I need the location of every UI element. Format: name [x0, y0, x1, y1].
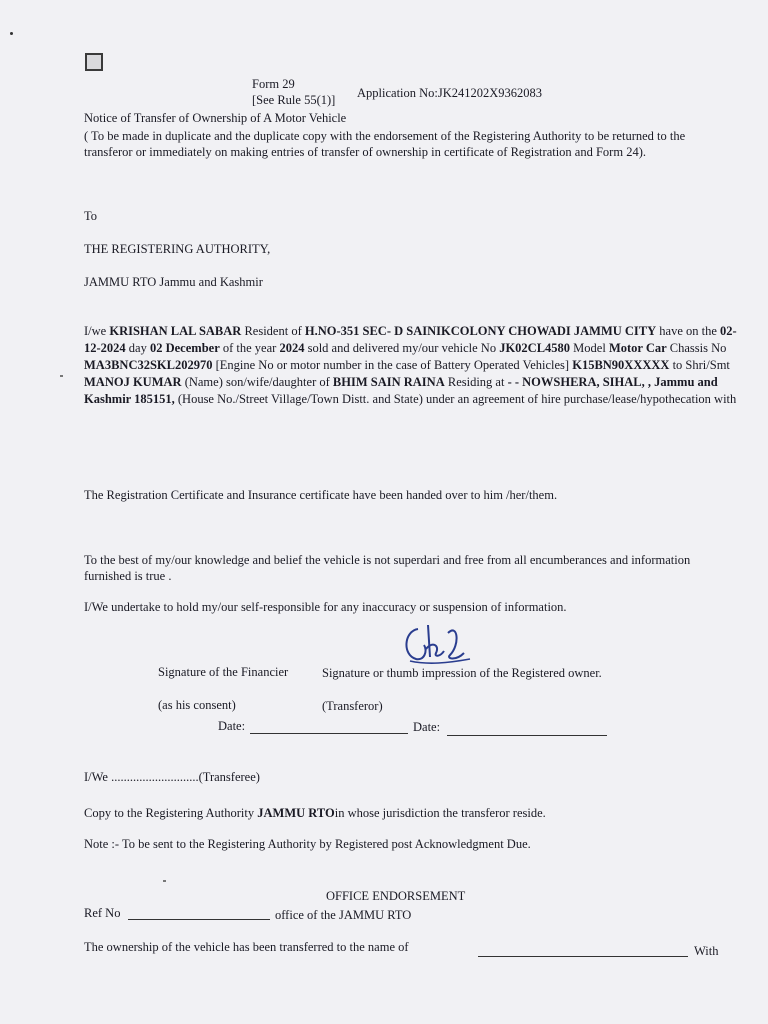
scan-speck: [10, 32, 13, 35]
sale-day: 02 December: [149, 341, 220, 355]
ref-no-line[interactable]: [128, 919, 270, 920]
owner-name: KRISHAN LAL SABAR: [109, 324, 242, 338]
sale-date: 02-12-2024: [84, 324, 737, 355]
transferor-date-line[interactable]: [447, 735, 607, 736]
financier-date-label: Date:: [218, 719, 246, 733]
owner-signature-label: Signature or thumb impression of the Registered owner.: [322, 666, 602, 680]
transferor-date-label: Date:: [413, 720, 441, 734]
engine-number: K15BN90XXXXX: [572, 358, 670, 372]
note-statement: Note :- To be sent to the Registering Authority by Registered post Acknowledgment Due.: [84, 837, 531, 851]
text-segment: Copy to the Registering Authority: [84, 806, 255, 820]
rc-handover-statement: The Registration Certificate and Insurance certificate have been handed over to him /her/them.: [84, 488, 558, 502]
buyer-parent: BHIM SAIN RAINA: [332, 375, 445, 389]
buyer-name: MANOJ KUMAR: [84, 375, 182, 389]
owner-address: H.NO-351 SEC- D SAINIKCOLONY CHOWADI JAMMU CITY: [304, 324, 657, 338]
form-title: Notice of Transfer of Ownership of A Motor Vehicle: [84, 111, 347, 125]
text-segment: (Name) son/wife/daughter of: [184, 375, 330, 389]
vehicle-number: JK02CL4580: [499, 341, 571, 355]
scan-speck: [163, 880, 166, 882]
form-number: Form 29: [252, 77, 295, 91]
text-segment: Residing at: [447, 375, 505, 389]
buyer-address: - - NOWSHERA, SIHAL, , Jammu and Kashmir 185151,: [84, 375, 718, 406]
text-segment: (House No./Street Village/Town Distt. and State) under an agreement of hire purchase/lease/hypothecation with: [177, 392, 737, 406]
consent-label: (as his consent): [158, 698, 236, 712]
text-segment: in whose jurisdiction the transferor reside.: [334, 806, 546, 820]
scan-speck: [60, 375, 63, 377]
text-segment: I/we: [84, 324, 107, 338]
financier-date-line[interactable]: [250, 733, 408, 734]
application-number: Application No:JK241202X9362083: [357, 86, 543, 100]
office-of-label: office of the JAMMU RTO: [275, 908, 412, 922]
text-segment: Chassis No: [669, 341, 727, 355]
belief-statement: To the best of my/our knowledge and belief the vehicle is not superdari and free from all encumberances and information furnished is true .: [84, 553, 691, 583]
text-segment: of the year: [222, 341, 277, 355]
transfer-declaration: [84, 323, 746, 408]
with-label: With: [694, 944, 719, 958]
text-segment: day: [128, 341, 147, 355]
authority-name: THE REGISTERING AUTHORITY,: [84, 242, 271, 256]
copy-rto-name: JAMMU RTO: [257, 806, 335, 820]
form-instructions: ( To be made in duplicate and the duplicate copy with the endorsement of the Registering Authority to be returned to the transferor or immediately on making entries of transfer of ownership in certificate of Registration and Form 24).: [84, 129, 686, 159]
rto-office: JAMMU RTO Jammu and Kashmir: [84, 275, 263, 289]
copy-to-statement: [84, 805, 546, 821]
text-segment: sold and delivered my/our vehicle No: [307, 341, 497, 355]
new-owner-line[interactable]: [478, 956, 688, 957]
text-segment: [Engine No or motor number in the case of Battery Operated Vehicles]: [215, 358, 570, 372]
owner-signature: [398, 615, 478, 671]
rule-reference: [See Rule 55(1)]: [252, 93, 336, 107]
undertaking-statement: I/We undertake to hold my/our self-responsible for any inaccuracy or suspension of information.: [84, 600, 567, 614]
to-label: To: [84, 209, 98, 223]
checkbox[interactable]: [85, 53, 103, 71]
ownership-transferred-statement: The ownership of the vehicle has been transferred to the name of: [84, 940, 409, 954]
transferee-line: I/We ............................(Transferee): [84, 770, 260, 784]
sale-year: 2024: [279, 341, 305, 355]
ref-no-label: Ref No: [84, 906, 121, 920]
text-segment: Model: [573, 341, 606, 355]
office-endorsement-title: OFFICE ENDORSEMENT: [326, 889, 466, 903]
financier-signature-label: Signature of the Financier: [158, 665, 289, 679]
chassis-number: MA3BNC32SKL202970: [84, 358, 213, 372]
text-segment: to Shri/Smt: [672, 358, 730, 372]
text-segment: Resident of: [244, 324, 302, 338]
vehicle-model: Motor Car: [608, 341, 667, 355]
text-segment: have on the: [659, 324, 717, 338]
transferor-label: (Transferor): [322, 699, 383, 713]
